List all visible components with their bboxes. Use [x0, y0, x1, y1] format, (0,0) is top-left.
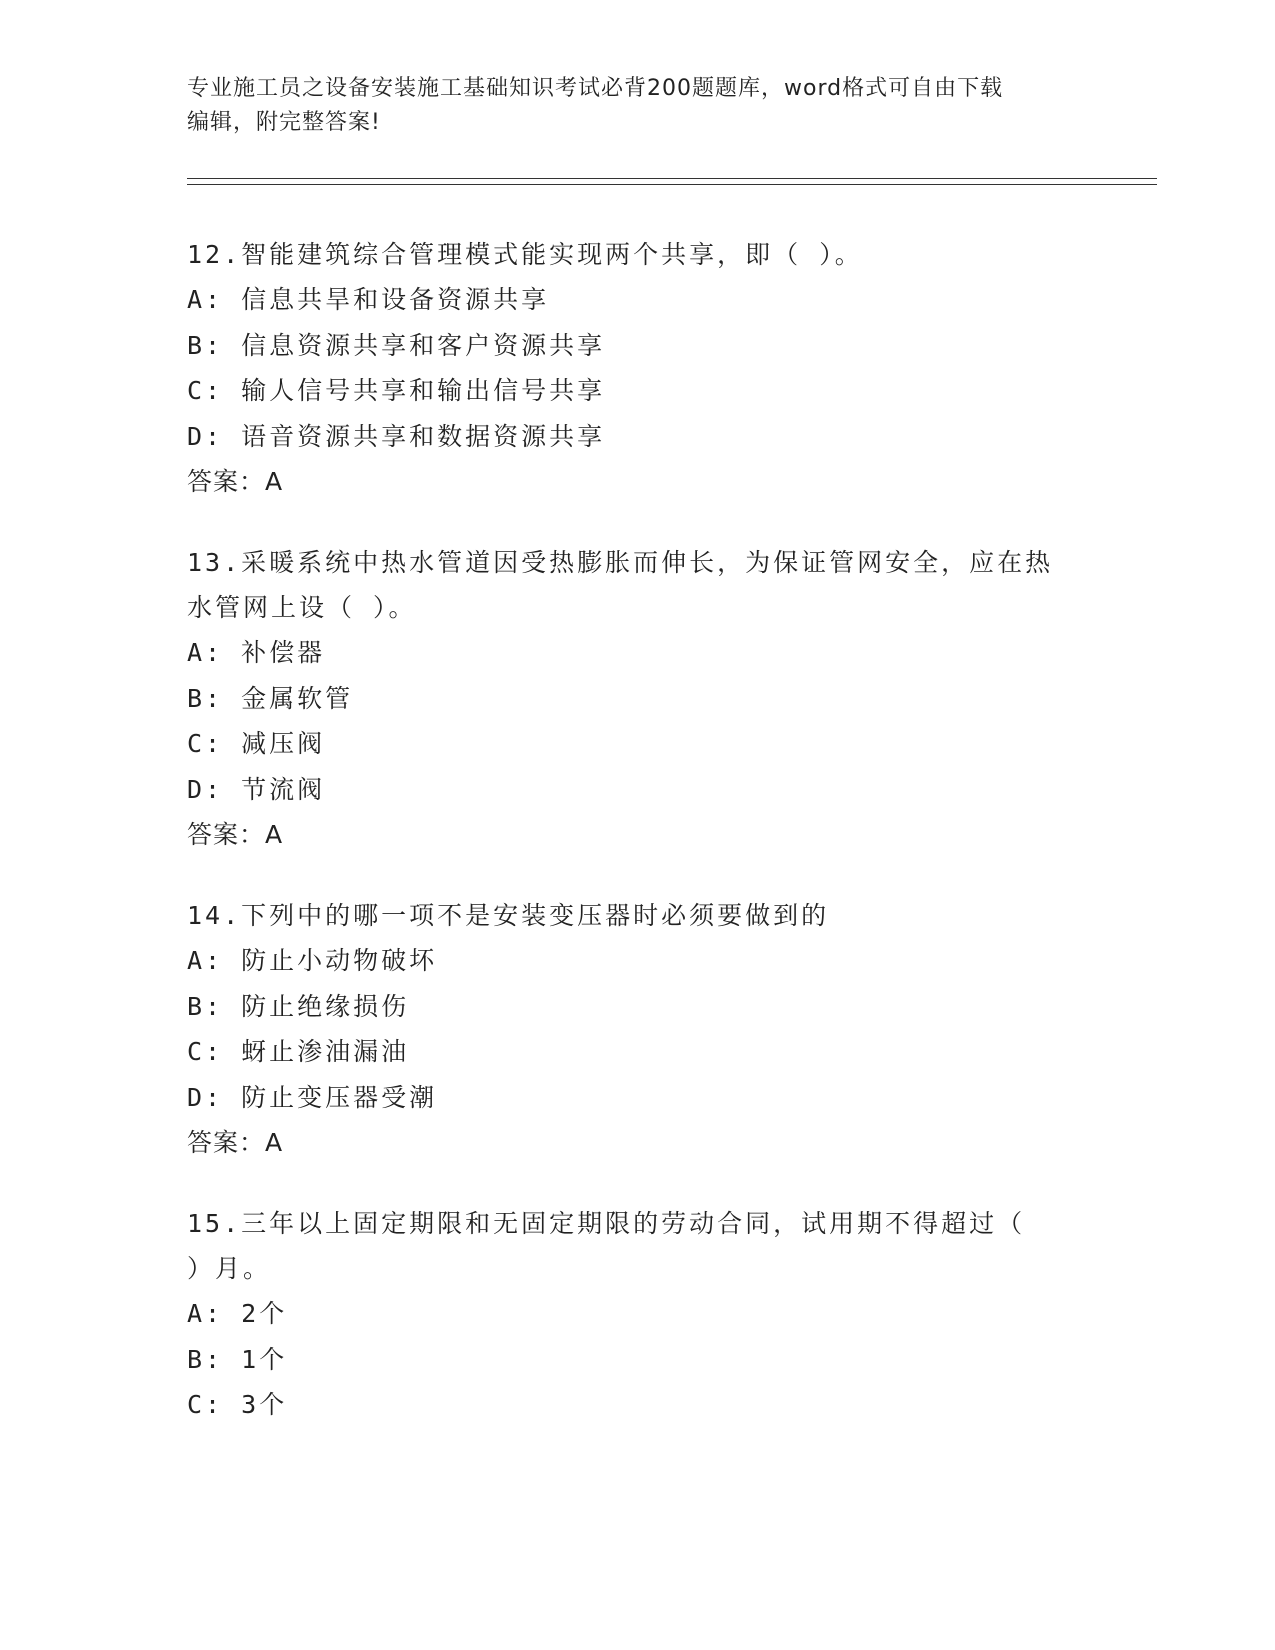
option-c: C: 输人信号共享和输出信号共享 — [187, 376, 606, 405]
question-stem: 15.三年以上固定期限和无固定期限的劳动合同，试用期不得超过（ — [187, 1209, 1026, 1238]
question-stem-continued: ）月。 — [187, 1254, 272, 1283]
question-stem: 14.下列中的哪一项不是安装变压器时必须要做到的 — [187, 901, 830, 930]
header-line-2: 编辑，附完整答案! — [187, 110, 381, 135]
option-d: D: 节流阀 — [187, 774, 326, 804]
question-stem-continued: 水管网上设（ ）。 — [187, 593, 417, 622]
option-a: A: 补偿器 — [187, 638, 326, 667]
question-stem: 12.智能建筑综合管理模式能实现两个共享，即（ ）。 — [187, 240, 863, 269]
option-b: B: 信息资源共享和客户资源共享 — [187, 330, 606, 360]
header-divider — [187, 178, 1157, 185]
option-c: C: 3个 — [187, 1390, 288, 1419]
answer-line: 答案：A — [187, 467, 284, 496]
option-b: B: 防止绝缘损伤 — [187, 991, 410, 1021]
option-b: B: 1个 — [187, 1344, 288, 1374]
option-c: C: 减压阀 — [187, 729, 326, 758]
question-13 — [187, 540, 1067, 857]
option-a: A: 防止小动物破坏 — [187, 946, 438, 975]
question-12 — [187, 232, 1067, 504]
option-d: D: 语音资源共享和数据资源共享 — [187, 421, 606, 451]
option-d: D: 防止变压器受潮 — [187, 1082, 438, 1112]
document-header — [187, 72, 1067, 140]
document-page — [187, 0, 1157, 1650]
option-b: B: 金属软管 — [187, 683, 354, 713]
question-list — [187, 232, 1067, 1464]
question-stem: 13.采暖系统中热水管道因受热膨胀而伸长，为保证管网安全，应在热 — [187, 548, 1054, 577]
header-line-1: 专业施工员之设备安装施工基础知识考试必背200题题库，word格式可自由下载 — [187, 76, 1004, 101]
option-c: C: 蚜止渗油漏油 — [187, 1037, 410, 1066]
answer-line: 答案：A — [187, 1128, 284, 1157]
question-15 — [187, 1201, 1067, 1428]
answer-line: 答案：A — [187, 820, 284, 849]
question-14 — [187, 893, 1067, 1165]
option-a: A: 信息共旱和设备资源共享 — [187, 285, 550, 314]
option-a: A: 2个 — [187, 1299, 288, 1328]
